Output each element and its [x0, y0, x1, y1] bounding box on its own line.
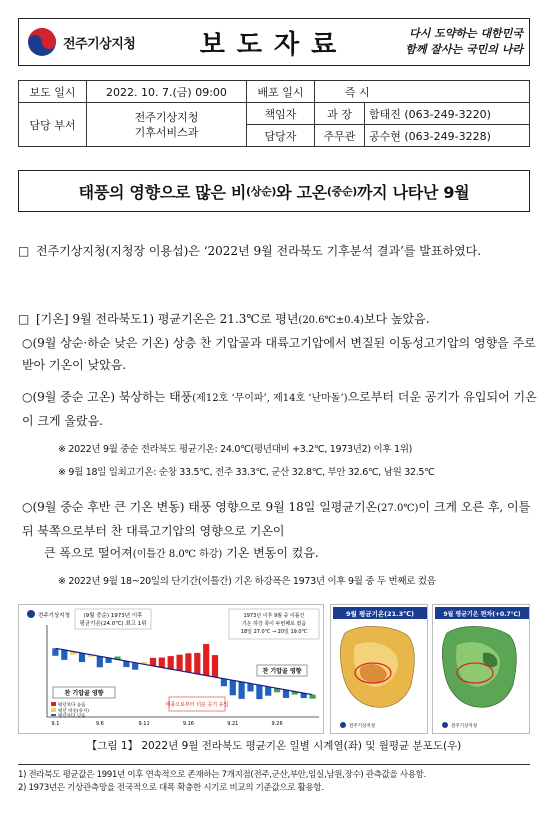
- press-title: 보도자료: [199, 29, 349, 60]
- sub-3-line-3: [22, 542, 538, 566]
- map-1-logo-icon: [340, 722, 346, 728]
- x-tick-label: 9.26: [271, 721, 283, 727]
- org-name: 전주기상지청: [63, 36, 136, 52]
- sub-bullet-mid-heat: [22, 386, 538, 432]
- dist-value: 즉 시: [315, 81, 530, 103]
- x-tick-label: 9.6: [95, 721, 104, 727]
- legend-cold-swatch: [51, 714, 56, 716]
- release-value: 2022. 10. 7.(금) 09:00: [87, 81, 247, 103]
- paragraph-2-end: 보다 높았음.: [363, 312, 430, 326]
- bar-day-25: [265, 687, 271, 696]
- bar-day-16: [185, 653, 191, 672]
- bar-day-12: [150, 658, 156, 666]
- x-tick-group: [51, 721, 282, 727]
- legend-warm: 평년보다 높음: [58, 703, 86, 708]
- map-2-logo-text: 전주기상지청: [451, 724, 478, 729]
- mini-logo-icon: [27, 610, 35, 618]
- timeseries-chart: [19, 605, 325, 735]
- headline-paren-1: (상순): [246, 185, 277, 198]
- resp-name: 함태진 (063-249-3220): [365, 103, 530, 125]
- bar-day-15: [177, 655, 183, 671]
- slogan: [379, 26, 529, 58]
- paragraph-1-text: 전주기상지청(지청장 이용섭)은 ‘2022년 9월 전라북도 기후분석 결과’를 발표하였다.: [36, 244, 482, 258]
- paragraph-announcement: [18, 240, 538, 262]
- note-mid-avg: ※ 2022년 9월 중순 전라북도 평균기온: 24.0℃(평년대비 +3.2℃, 1973년2) 이후 1위): [58, 444, 412, 455]
- sub-3-paren: (27.0℃): [377, 503, 419, 514]
- headline: [18, 170, 530, 212]
- bar-day-27: [283, 690, 289, 698]
- label-cold-2: 찬 기압골 영향: [262, 668, 302, 675]
- sub-3-a: (9월 중순 후반 큰 기온 변동) 태풍 영향으로 9월 18일 일평균기온: [32, 500, 378, 514]
- bar-day-4: [79, 653, 85, 662]
- sub-2-b: 으로부터 더운 공기가 유입되어 기온이 크게 올랐음.: [22, 390, 537, 428]
- headline-paren-2: (중순): [326, 185, 358, 198]
- timeseries-panel: [18, 604, 324, 734]
- sub-1-text: (9월 상순·하순 낮은 기온) 상층 찬 기압골과 대륙고기압에서 변질된 이동성고기압의 영향을 주로 받아 기온이 낮았음.: [22, 336, 536, 372]
- bar-day-24: [256, 685, 262, 699]
- dept-value-2: 기후서비스과: [134, 125, 199, 139]
- sub-bullet-early-late: [22, 332, 538, 376]
- taegeuk-icon: [27, 27, 57, 57]
- sub-2-a: (9월 중순 고온) 북상하는 태풍: [32, 390, 193, 404]
- contact-title: 주무관: [315, 125, 365, 147]
- contact-name: 공수현 (063-249-3228): [365, 125, 530, 147]
- sub-2-paren: (제12호 ‘무이파’, 제14호 ‘난마돌’): [192, 393, 348, 404]
- label-cold-1: 찬 기압골 영향: [64, 690, 104, 697]
- bar-day-6: [97, 656, 103, 667]
- press-header: [18, 18, 530, 66]
- circle-bullet-icon: ○: [22, 500, 33, 514]
- footnotes: [18, 764, 530, 795]
- legend-warm-swatch: [51, 702, 56, 706]
- x-tick-label: 9.1: [51, 721, 60, 727]
- paragraph-2-paren: (20.6℃±0.4): [298, 315, 364, 326]
- resp-label: 책임자: [247, 103, 315, 125]
- slogan-line-1: 다시 도약하는 대한민국: [409, 27, 523, 40]
- legend-normal: 평년 비슷(유사): [58, 709, 90, 714]
- map-temp: [331, 605, 429, 735]
- bar-day-13: [159, 658, 165, 668]
- sub-3-d: 기온 변동이 컸음.: [222, 546, 319, 560]
- label-warm: 태풍으로부터 더운 공기 유입: [165, 702, 229, 708]
- dist-label: 배포 일시: [247, 81, 315, 103]
- dept-value: [87, 103, 247, 147]
- circle-bullet-icon: ○: [22, 390, 33, 404]
- map-2-logo-icon: [442, 722, 448, 728]
- org-logo: [19, 27, 169, 57]
- bar-day-10: [132, 663, 138, 670]
- bar-day-18: [203, 644, 209, 676]
- footnote-1: 1) 전라북도 평균값은 1991년 이후 연속적으로 존재하는 7개지점(전주,군산,부안,임실,남원,장수) 관측값을 사용함.: [18, 770, 426, 780]
- resp-title: 과 장: [315, 103, 365, 125]
- paragraph-temperature: [18, 308, 538, 332]
- map-anomaly: [433, 605, 531, 735]
- note-max-temp: ※ 9월 18일 일최고기온: 순창 33.5℃, 전주 33.3℃, 군산 32.8℃, 부안 32.6℃, 남원 32.5℃: [58, 467, 435, 478]
- sub-3-b: 이 크게 오른 후, 이틀 뒤 북쪽으로부터 찬 대륙고기압의 영향으로 기온이: [22, 500, 531, 538]
- bar-day-1: [52, 648, 58, 656]
- x-tick-label: 9.11: [138, 721, 150, 727]
- bar-day-19: [212, 655, 218, 677]
- footnote-2: 2) 1973년은 기상관측망을 전국적으로 대폭 확충한 시기로 비교의 기준값으로 활용함.: [18, 783, 324, 793]
- x-tick-label: 9.21: [227, 721, 239, 727]
- figure-caption: 【그림 1】 2022년 9월 전라북도 평균기온 일별 시계열(좌) 및 월평균 분포도(우): [86, 740, 462, 752]
- callout-2-line-2: 기온 하강 폭이 두번째로 컸음: [241, 621, 307, 627]
- map-2-title: 9월 평균기온 편차(+0.7℃): [443, 611, 521, 618]
- sub-bullet-variation: [22, 496, 538, 566]
- bar-day-22: [239, 682, 245, 699]
- note-drop: ※ 2022년 9월 18~20일의 단기간(이틀간) 기온 하강폭은 1973년 이후 9월 중 두 번째로 컸음: [58, 576, 436, 587]
- paragraph-2-main: [기온] 9월 전라북도1) 평균기온은 21.3℃로 평년: [36, 312, 299, 326]
- callout-2-line-3: 18일 27.0℃ → 20일 19.0℃: [240, 629, 308, 635]
- headline-part-3: 까지 나타난 9월: [357, 182, 470, 202]
- release-info-table: [18, 80, 530, 147]
- bar-day-17: [194, 653, 200, 674]
- slogan-line-2: 함께 잘사는 국민의 나라: [405, 43, 523, 56]
- figure-1: [18, 604, 530, 734]
- contact-label: 담당자: [247, 125, 315, 147]
- bar-day-30: [310, 695, 316, 699]
- map-1-title: 9월 평균기온(21.3℃): [345, 610, 415, 618]
- bar-day-21: [230, 680, 236, 695]
- fig-logo-text: 전주기상지청: [38, 613, 70, 619]
- map-panel-temp: [330, 604, 428, 734]
- legend-normal-swatch: [51, 708, 56, 712]
- callout-1-line-2: 평균기온(24.0℃) 최고 1위: [79, 621, 147, 627]
- sub-3-paren-2: (이틀간 8.0℃ 하강): [132, 549, 223, 560]
- release-label: 보도 일시: [19, 81, 87, 103]
- x-tick-label: 9.16: [182, 721, 194, 727]
- legend-cold: 평년보다 낮음: [58, 714, 86, 719]
- dept-value-1: 전주기상지청: [134, 110, 199, 124]
- sub-3-c: 큰 폭으로 떨어져: [44, 546, 133, 560]
- square-bullet-icon: □: [18, 312, 30, 326]
- map-panel-anomaly: [432, 604, 530, 734]
- bar-day-14: [168, 656, 174, 669]
- bar-day-23: [247, 684, 253, 692]
- bar-day-20: [221, 679, 227, 687]
- square-bullet-icon: □: [18, 244, 30, 258]
- circle-bullet-icon: ○: [22, 336, 33, 350]
- dept-label: 담당 부서: [19, 103, 87, 147]
- callout-1-line-1: (9월 중순) 1973년 이후: [83, 613, 143, 619]
- callout-2-line-1: 1973년 이후 9월 중 이틀간: [243, 613, 305, 619]
- map-1-logo-text: 전주기상지청: [349, 724, 376, 729]
- headline-part-2: 와 고온: [276, 182, 327, 202]
- bar-day-2: [61, 650, 67, 660]
- headline-part-1: 태풍의 영향으로 많은 비: [78, 182, 247, 202]
